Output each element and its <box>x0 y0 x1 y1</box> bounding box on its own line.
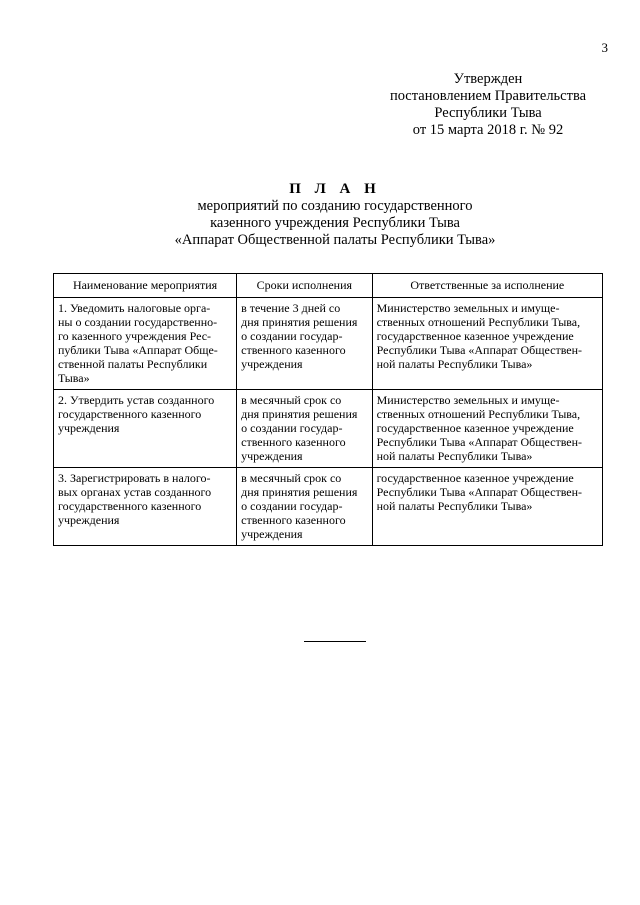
cell-action <box>54 298 237 390</box>
cell-text: Министерство земельных и имуще- ственных отношений Республики Тыва, государственное казенное учреждение Республики Тыва «Аппарат Обществен- ной палаты Республики Тыва» <box>376 301 583 371</box>
cell-action <box>54 468 237 546</box>
header-responsible: Ответственные за исполнение <box>372 274 602 298</box>
table-row <box>54 298 603 390</box>
cell-responsible <box>372 298 602 390</box>
approval-block <box>378 71 598 139</box>
subtitle-line: мероприятий по созданию государственного <box>197 198 473 214</box>
approval-line: постановлением Правительства <box>389 88 587 104</box>
cell-responsible <box>372 390 602 468</box>
subtitle-line: казенного учреждения Республики Тыва <box>210 215 460 231</box>
cell-deadline <box>237 468 372 546</box>
cell-text: 2. Утвердить устав созданного государственного казенного учреждения <box>58 393 215 435</box>
table-row <box>54 468 603 546</box>
table-row <box>54 390 603 468</box>
cell-responsible <box>372 468 602 546</box>
page-number: 3 <box>601 40 608 55</box>
cell-text: в месячный срок со дня принятия решения о создании государ- ственного казенного учреждения <box>241 471 358 541</box>
approval-line: Республики Тыва <box>434 105 542 121</box>
cell-text: Министерство земельных и имуще- ственных отношений Республики Тыва, государственное казенное учреждение Республики Тыва «Аппарат Обществен- ной палаты Республики Тыва» <box>376 393 583 463</box>
table-header-row <box>54 274 603 298</box>
approval-line: от 15 марта 2018 г. № 92 <box>412 122 564 138</box>
header-action: Наименование мероприятия <box>54 274 237 298</box>
cell-text: 3. Зарегистрировать в налого- вых органах устав созданного государственного казенного учреждения <box>58 471 212 527</box>
end-of-document-rule <box>304 641 366 642</box>
cell-deadline <box>237 298 372 390</box>
header-deadline: Сроки исполнения <box>237 274 372 298</box>
cell-action <box>54 390 237 468</box>
subtitle-line: «Аппарат Общественной палаты Республики Тыва» <box>174 232 496 248</box>
plan-table <box>53 273 603 546</box>
cell-text: в месячный срок со дня принятия решения о создании государ- ственного казенного учреждения <box>241 393 358 463</box>
document-title: П Л А Н <box>289 181 381 197</box>
cell-deadline <box>237 390 372 468</box>
cell-text: 1. Уведомить налоговые орга- ны о создании государственно- го казенного учреждения Рес- публики Тыва «Аппарат Обще- ственной палаты Республики Тыва» <box>58 301 218 385</box>
approval-line: Утвержден <box>453 71 523 87</box>
cell-text: в течение 3 дней со дня принятия решения о создании государ- ственного казенного учреждения <box>241 301 358 371</box>
document-subtitle <box>0 198 640 249</box>
cell-text: государственное казенное учреждение Республики Тыва «Аппарат Обществен- ной палаты Республики Тыва» <box>376 471 583 513</box>
